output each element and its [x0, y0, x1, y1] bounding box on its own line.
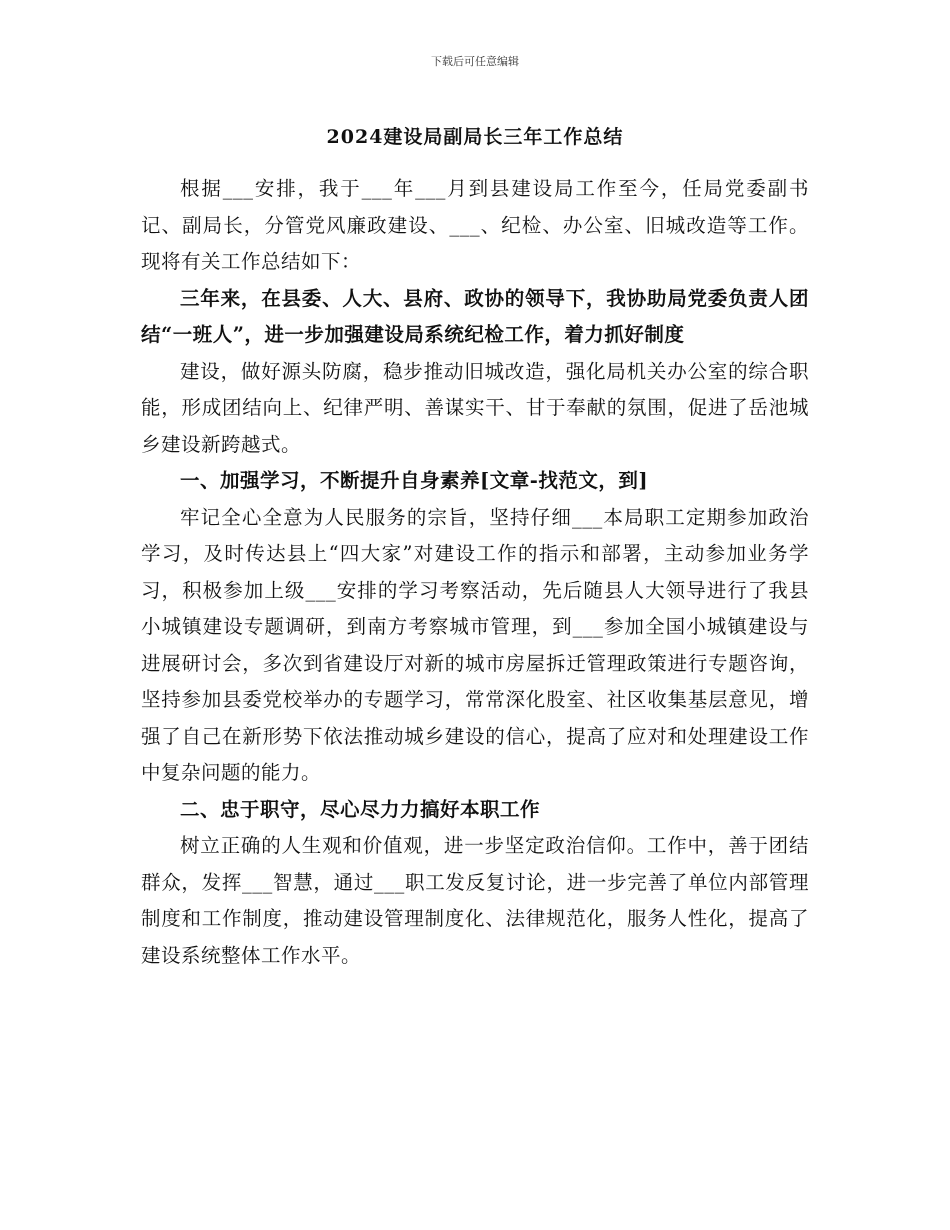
section-heading-1: 一、加强学习，不断提升自身素养[文章-找范文，到] [180, 469, 649, 492]
paragraph-intro: 根据___安排，我于___年___月到县建设局工作至今，任局党委副书记、副局长，分管党风廉政建设、___、纪检、办公室、旧城改造等工作。现将有关工作总结如下： [141, 177, 809, 273]
paragraph-section-1: 牢记全心全意为人民服务的宗旨，坚持仔细___本局职工定期参加政治学习，及时传达县上“四大家”对建设工作的指示和部署，主动参加业务学习，积极参加上级___安排的学习考察活动，先后随县人大领导进行了我县小城镇建设专题调研，到南方考察城市管理，到___参加全国小城镇建设与进展研讨会，多次到省建设厅对新的城市房屋拆迁管理政策进行专题咨询，坚持参加县委党校举办的专题学习，常常深化股室、社区收集基层意见，增强了自己在新形势下依法推动城乡建设的信心，提高了应对和处理建设工作中复杂问题的能力。 [141, 505, 809, 784]
document-title: 2024建设局副局长三年工作总结 [326, 126, 624, 148]
section-heading-2: 二、忠于职守，尽心尽力力搞好本职工作 [180, 797, 541, 821]
document-body [141, 171, 809, 974]
paragraph-summary-bold: 三年来，在县委、人大、县府、政协的领导下，我协助局党委负责人团结“一班人”，进一步加强建设局系统纪检工作，着力抓好制度 [141, 286, 809, 346]
header-note: 下载后可任意编辑 [431, 55, 519, 68]
paragraph-section-2: 树立正确的人生观和价值观，进一步坚定政治信仰。工作中，善于团结群众，发挥___智慧，通过___职工发反复讨论，进一步完善了单位内部管理制度和工作制度，推动建设管理制度化、法律规范化，服务人性化，提高了建设系统整体工作水平。 [141, 834, 809, 967]
paragraph-summary-cont: 建设，做好源头防腐，稳步推动旧城改造，强化局机关办公室的综合职能，形成团结向上、纪律严明、善谋实干、甘于奉献的氛围，促进了岳池城乡建设新跨越式。 [141, 359, 809, 456]
